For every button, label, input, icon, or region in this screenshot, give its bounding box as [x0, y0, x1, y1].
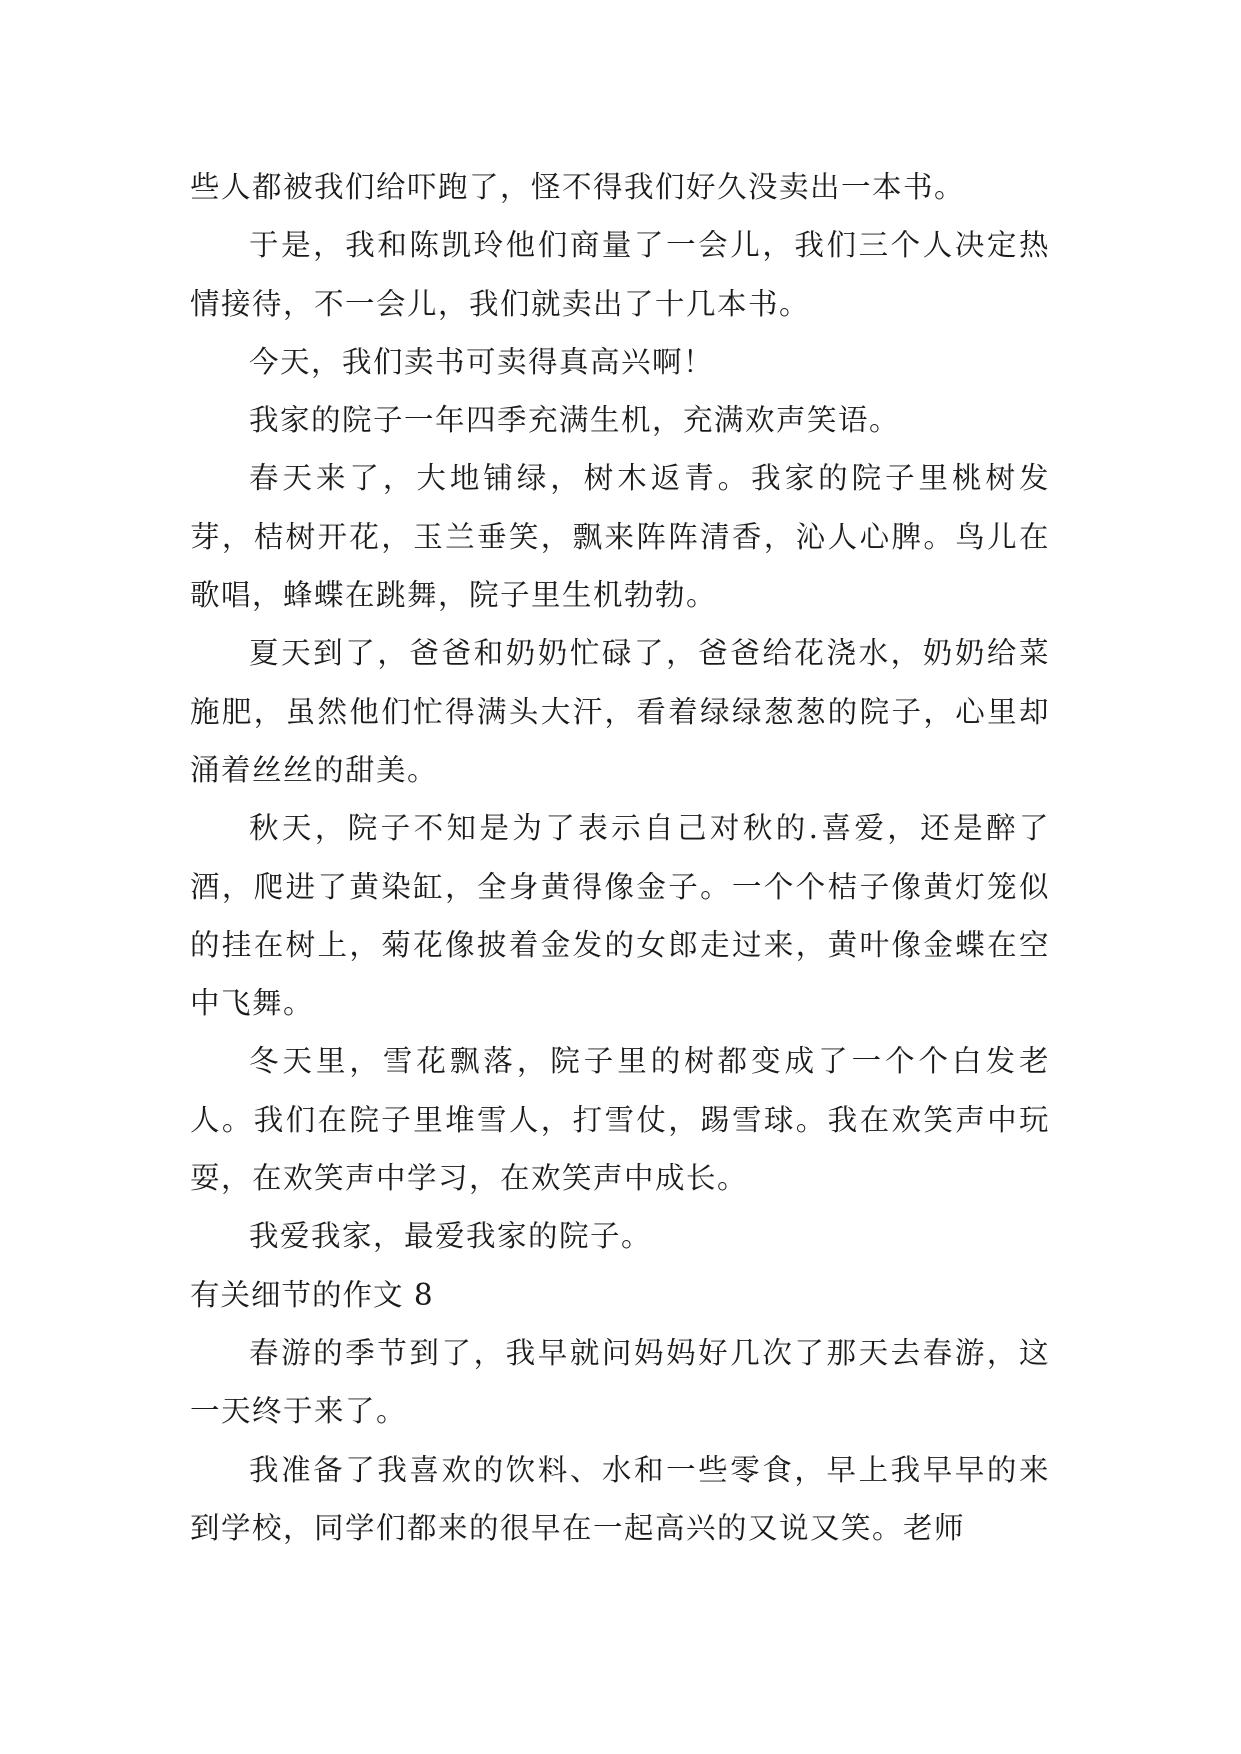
paragraph: 春天来了，大地铺绿，树木返青。我家的院子里桃树发芽，桔树开花，玉兰垂笑，飘来阵阵清香，沁人心脾。鸟儿在歌唱，蜂蝶在跳舞，院子里生机勃勃。 — [190, 461, 1050, 613]
paragraph: 于是，我和陈凯玲他们商量了一会儿，我们三个人决定热情接待，不一会儿，我们就卖出了十几本书。 — [190, 228, 1050, 321]
paragraph: 我家的院子一年四季充满生机，充满欢声笑语。 — [249, 403, 901, 438]
section-title: 有关细节的作文 8 — [190, 1277, 434, 1312]
paragraph: 冬天里，雪花飘落，院子里的树都变成了一个个白发老人。我们在院子里堆雪人，打雪仗，踢雪球。我在欢笑声中玩耍，在欢笑声中学习，在欢笑声中成长。 — [190, 1044, 1050, 1196]
paragraph: 春游的季节到了，我早就问妈妈好几次了那天去春游，这一天终于来了。 — [190, 1335, 1050, 1429]
paragraph-continued: 些人都被我们给吓跑了，怪不得我们好久没卖出一本书。 — [190, 170, 966, 204]
paragraph: 我准备了我喜欢的饮料、水和一些零食，早上我早早的来到学校，同学们都来的很早在一起高兴的又说又笑。老师 — [190, 1452, 1050, 1545]
paragraph: 夏天到了，爸爸和奶奶忙碌了，爸爸给花浇水，奶奶给菜施肥，虽然他们忙得满头大汗，看着绿绿葱葱的院子，心里却涌着丝丝的甜美。 — [190, 636, 1050, 787]
paragraph: 秋天，院子不知是为了表示自己对秋的.喜爱，还是醉了酒，爬进了黄染缸，全身黄得像金子。一个个桔子像黄灯笼似的挂在树上，菊花像披着金发的女郎走过来，黄叶像金蝶在空中飞舞。 — [190, 811, 1050, 1021]
paragraph: 今天，我们卖书可卖得真高兴啊！ — [249, 344, 715, 379]
paragraph: 我爱我家，最爱我家的院子。 — [249, 1219, 653, 1254]
document-body — [190, 158, 1050, 1557]
